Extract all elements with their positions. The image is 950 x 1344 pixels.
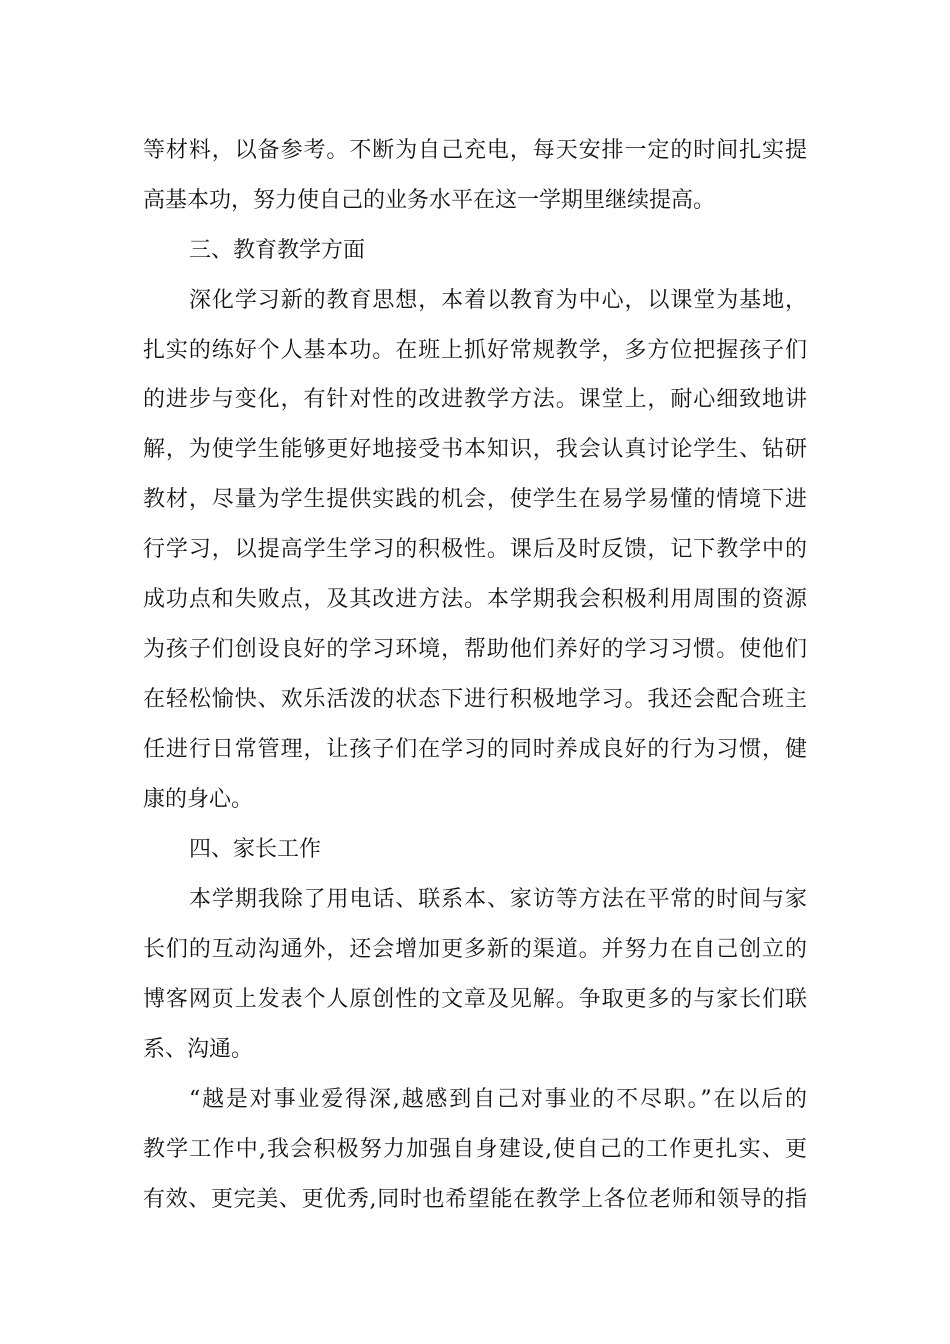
paragraph-line: 高基本功，努力使自己的业务水平在这一学期里继续提高。 xyxy=(143,188,716,213)
paragraph-line: 本学期我除了用电话、联系本、家访等方法在平常的时间与家 xyxy=(189,887,807,912)
paragraph-line: 任进行日常管理，让孩子们在学习的同时养成良好的行为习惯，健 xyxy=(143,737,807,762)
paragraph-line: 为孩子们创设良好的学习环境，帮助他们养好的学习习惯。使他们 xyxy=(143,637,807,662)
paragraph-line: 有效、更完美、更优秀,同时也希望能在教学上各位老师和领导的指 xyxy=(143,1187,807,1212)
section-heading-teaching: 三、教育教学方面 xyxy=(189,238,366,263)
paragraph-line: 解，为使学生能够更好地接受书本知识，我会认真讨论学生、钻研 xyxy=(143,437,807,462)
paragraph-line: 康的身心。 xyxy=(143,787,254,812)
paragraph-line: 的进步与变化，有针对性的改进教学方法。课堂上，耐心细致地讲 xyxy=(143,387,807,412)
paragraph-line: 等材料，以备参考。不断为自己充电，每天安排一定的时间扎实提 xyxy=(143,138,807,163)
paragraph-line: 深化学习新的教育思想，本着以教育为中心，以课堂为基地， xyxy=(189,288,807,313)
paragraph-line: 长们的互动沟通外，还会增加更多新的渠道。并努力在自己创立的 xyxy=(143,937,807,962)
paragraph-line: 博客网页上发表个人原创性的文章及见解。争取更多的与家长们联 xyxy=(143,987,807,1012)
section-heading-parents: 四、家长工作 xyxy=(189,837,322,862)
paragraph-line: 行学习，以提高学生学习的积极性。课后及时反馈，记下教学中的 xyxy=(143,537,807,562)
paragraph-line: “越是对事业爱得深,越感到自己对事业的不尽职。”在以后的 xyxy=(189,1087,807,1112)
paragraph-line: 教学工作中,我会积极努力加强自身建设,使自己的工作更扎实、更 xyxy=(143,1137,807,1162)
paragraph-line: 在轻松愉快、欢乐活泼的状态下进行积极地学习。我还会配合班主 xyxy=(143,687,807,712)
paragraph-line: 教材，尽量为学生提供实践的机会，使学生在易学易懂的情境下进 xyxy=(143,487,807,512)
paragraph-line: 成功点和失败点，及其改进方法。本学期我会积极利用周围的资源 xyxy=(143,587,807,612)
paragraph-line: 系、沟通。 xyxy=(143,1037,254,1062)
paragraph-line: 扎实的练好个人基本功。在班上抓好常规教学，多方位把握孩子们 xyxy=(143,338,807,363)
